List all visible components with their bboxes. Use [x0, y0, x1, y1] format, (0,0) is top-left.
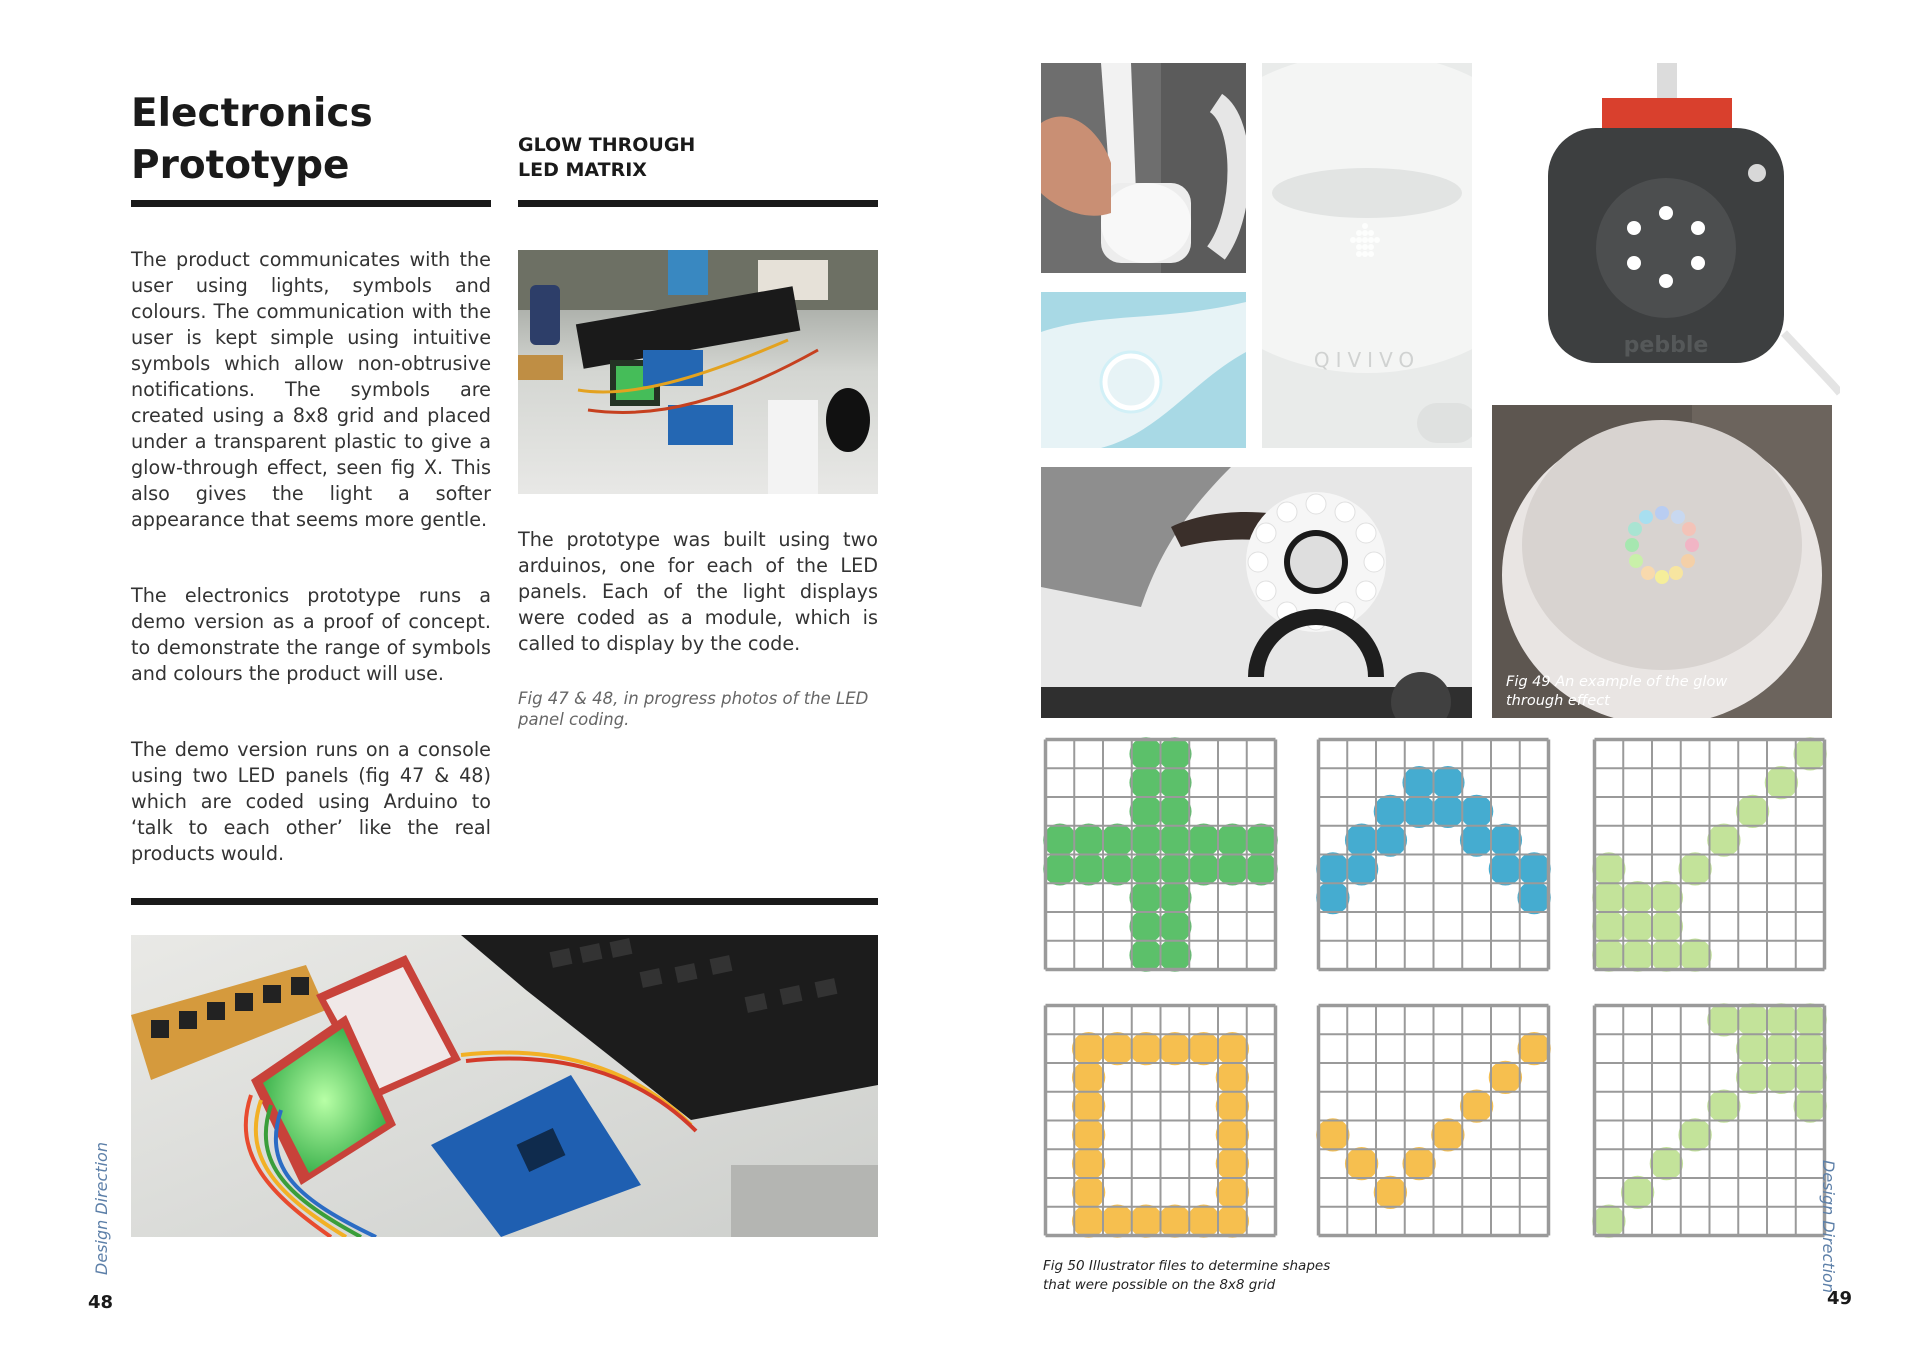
led-dot [1158, 737, 1191, 770]
led-dot [1707, 1089, 1740, 1122]
subtitle-line-2: LED MATRIX [518, 159, 647, 181]
title-line-1: Electronics [131, 91, 373, 136]
led-dot [1650, 1147, 1683, 1180]
led-dot [1736, 795, 1769, 828]
led-dot [1402, 1147, 1435, 1180]
led-dot [1158, 1032, 1191, 1065]
led-dot [1101, 1032, 1134, 1065]
led-dot [1158, 766, 1191, 799]
led-dot [1592, 910, 1625, 943]
led-dot [1793, 1089, 1826, 1122]
led-dot [1621, 910, 1654, 943]
led-dot [1793, 1061, 1826, 1094]
led-dot [1402, 766, 1435, 799]
led-grid-graph [1592, 737, 1827, 972]
led-dot [1043, 852, 1076, 885]
led-dot [1101, 823, 1134, 856]
led-dot [1072, 1089, 1105, 1122]
glow-through-photo [1492, 405, 1832, 718]
led-dot [1216, 1061, 1249, 1094]
led-dot [1316, 1118, 1349, 1151]
led-dot [1765, 1032, 1798, 1065]
side-label-left: Design Direction [92, 1142, 111, 1275]
led-dot [1431, 795, 1464, 828]
qivivo-logo-text: QIVIVO [1313, 348, 1421, 372]
led-dot [1072, 1032, 1105, 1065]
led-dot [1736, 1032, 1769, 1065]
led-dot [1216, 1204, 1249, 1237]
led-dot [1402, 795, 1435, 828]
intro-paragraph: The product communicates with the user using lights, symbols and colours. The communication with the user is kept simple using intuitive symbols which allow non-obtrusive notifications. The symbols are created using a 8x8 grid and placed under a transparent plastic to give a glow-through effect, seen fig X. This also gives the light a softer appearance that seems more gentle. [131, 248, 491, 531]
led-dot [1621, 938, 1654, 971]
led-dot [1793, 1032, 1826, 1065]
led-dot [1650, 881, 1683, 914]
led-dot [1187, 1204, 1220, 1237]
led-grid-check [1316, 1003, 1551, 1238]
led-dot [1489, 852, 1522, 885]
led-dot [1592, 881, 1625, 914]
led-dot [1129, 737, 1162, 770]
title-rule [131, 200, 491, 207]
led-dot [1216, 1147, 1249, 1180]
led-grid-square [1043, 1003, 1278, 1238]
console-paragraph: The demo version runs on a console using two LED panels (fig 47 & 48) which are coded using Arduino to ‘talk to each other’ like the real products would. [131, 738, 491, 865]
led-dot [1678, 1118, 1711, 1151]
led-dot [1517, 852, 1550, 885]
bottom-rule [131, 898, 878, 905]
led-dot [1517, 881, 1550, 914]
fig50-caption-line-1: Fig 50 Illustrator files to determine shapes [1043, 1258, 1331, 1274]
led-dot [1043, 823, 1076, 856]
led-dot [1765, 1061, 1798, 1094]
led-dot [1158, 910, 1191, 943]
led-dot [1216, 823, 1249, 856]
led-dot [1129, 766, 1162, 799]
fig47-48-caption: Fig 47 & 48, in progress photos of the LED panel coding. [518, 689, 869, 729]
led-dot [1216, 1176, 1249, 1209]
led-dot [1460, 1089, 1493, 1122]
led-dot [1216, 1118, 1249, 1151]
led-dot [1765, 766, 1798, 799]
led-dot [1072, 1176, 1105, 1209]
led-dot [1793, 737, 1826, 770]
led-dot [1187, 823, 1220, 856]
led-dot [1158, 795, 1191, 828]
led-grid-rising [1592, 1003, 1827, 1238]
led-dot [1158, 1204, 1191, 1237]
led-dot [1345, 852, 1378, 885]
led-dot [1187, 852, 1220, 885]
led-grid-arch [1316, 737, 1551, 972]
led-dot [1129, 910, 1162, 943]
led-dot [1216, 1089, 1249, 1122]
prototype-paragraph: The prototype was built using two arduinos, one for each of the LED panels. Each of the light displays were coded as a module, which is called to display by the code. [518, 528, 878, 655]
pebble-photo [1492, 63, 1840, 403]
led-dot [1129, 881, 1162, 914]
led-dot [1072, 1204, 1105, 1237]
led-panel-photo [131, 935, 878, 1237]
led-dot [1072, 823, 1105, 856]
led-dot [1707, 823, 1740, 856]
led-dot [1765, 1003, 1798, 1036]
side-label-right: Design Direction [1819, 1160, 1838, 1293]
bike-light-photo [1041, 467, 1472, 718]
led-dot [1460, 823, 1493, 856]
page-number-left: 48 [88, 1292, 114, 1313]
page-title [131, 88, 373, 192]
led-dot [1650, 938, 1683, 971]
led-dot [1158, 881, 1191, 914]
fig50-caption [1043, 1257, 1330, 1295]
led-dot [1592, 852, 1625, 885]
led-dot [1592, 1204, 1625, 1237]
led-dot [1158, 852, 1191, 885]
led-dot [1187, 1032, 1220, 1065]
led-dot [1129, 823, 1162, 856]
page-number-right: 49 [1827, 1288, 1853, 1309]
led-dot [1072, 1118, 1105, 1151]
led-dot [1621, 1176, 1654, 1209]
led-dot [1431, 766, 1464, 799]
led-dot [1707, 1003, 1740, 1036]
led-dot [1374, 795, 1407, 828]
led-dot [1431, 1118, 1464, 1151]
led-dot [1072, 852, 1105, 885]
subtitle-rule [518, 200, 878, 207]
qivivo-photo [1262, 63, 1472, 448]
led-dot [1129, 795, 1162, 828]
led-dot [1129, 852, 1162, 885]
led-dot [1650, 910, 1683, 943]
ring-light-photo [1041, 292, 1246, 448]
led-dot [1736, 1061, 1769, 1094]
title-line-2: Prototype [131, 143, 350, 188]
desk-photo [518, 250, 878, 494]
led-dot [1374, 823, 1407, 856]
led-dot [1489, 1061, 1522, 1094]
section-subtitle [518, 133, 695, 183]
led-grid-plus [1043, 737, 1278, 972]
led-dot [1101, 1204, 1134, 1237]
led-dot [1736, 1003, 1769, 1036]
fig49-caption: Fig 49 An example of the glow through effect [1506, 674, 1728, 709]
led-dot [1678, 938, 1711, 971]
led-dot [1129, 1204, 1162, 1237]
led-dot [1158, 823, 1191, 856]
led-dot [1592, 938, 1625, 971]
led-dot [1345, 1147, 1378, 1180]
led-dot [1216, 1032, 1249, 1065]
led-dot [1316, 881, 1349, 914]
led-dot [1216, 852, 1249, 885]
led-dot [1678, 852, 1711, 885]
led-dot [1129, 1032, 1162, 1065]
led-dot [1374, 1176, 1407, 1209]
led-dot [1101, 852, 1134, 885]
led-dot [1244, 852, 1277, 885]
led-dot [1621, 881, 1654, 914]
led-dot [1158, 938, 1191, 971]
led-dot [1072, 1061, 1105, 1094]
pebble-logo-text: pebble [1623, 333, 1709, 358]
led-dot [1244, 823, 1277, 856]
led-dot [1793, 1003, 1826, 1036]
led-dot [1345, 823, 1378, 856]
led-dot [1129, 938, 1162, 971]
led-dot [1489, 823, 1522, 856]
led-dot [1072, 1147, 1105, 1180]
led-dot [1517, 1032, 1550, 1065]
hand-device-photo [1041, 63, 1246, 273]
fig50-caption-line-2: that were possible on the 8x8 grid [1043, 1277, 1276, 1293]
led-dot [1460, 795, 1493, 828]
led-dot [1316, 852, 1349, 885]
demo-paragraph: The electronics prototype runs a demo version as a proof of concept. to demonstrate the range of symbols and colours the product will use. [131, 584, 491, 685]
subtitle-line-1: GLOW THROUGH [518, 134, 696, 156]
